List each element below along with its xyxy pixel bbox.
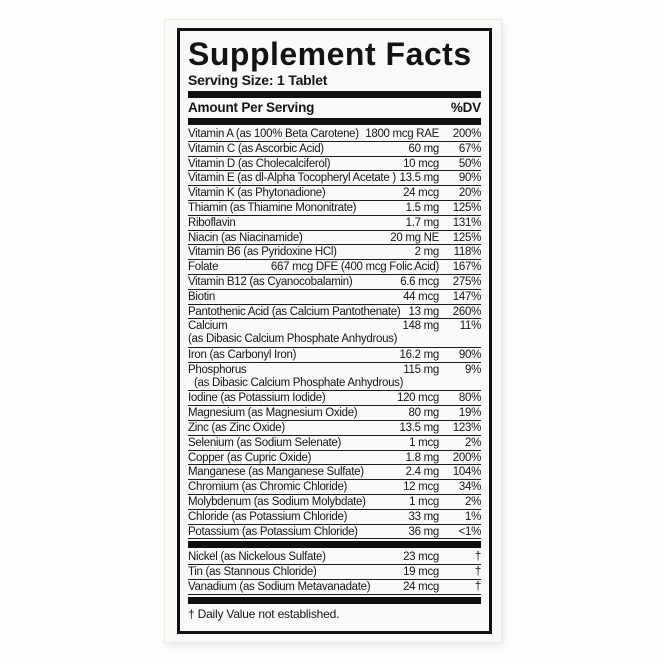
- nutrient-amount: 148 mg: [402, 320, 439, 333]
- nutrient-name: Vitamin E (as dl-Alpha Tocopheryl Acetate ): [188, 172, 396, 185]
- nutrient-name: Potassium (as Potassium Chloride): [188, 525, 358, 538]
- nutrient-name: Magnesium (as Magnesium Oxide): [188, 407, 358, 420]
- nutrient-amount: 1.8 mg: [405, 451, 439, 464]
- nutrient-amount: 80 mg: [408, 407, 439, 420]
- nutrient-amount: 23 mcg: [403, 551, 439, 564]
- nutrient-amount: 6.6 mcg: [400, 275, 439, 288]
- nutrient-dv: 275%: [452, 275, 481, 288]
- nutrient-dv: 34%: [458, 481, 481, 494]
- nutrient-name: Phosphorus: [188, 363, 247, 376]
- supplement-facts-title: Supplement Facts: [188, 36, 472, 72]
- nutrient-amount: 115 mg: [403, 363, 439, 376]
- nutrient-row: [188, 290, 481, 305]
- nutrient-source-subline: (as Dibasic Calcium Phosphate Anhydrous): [194, 376, 404, 389]
- nutrient-amount: 667 mcg DFE (400 mcg Folic Acid): [270, 261, 439, 274]
- nutrient-row: [188, 525, 481, 540]
- nutrient-row: [188, 127, 481, 142]
- nutrient-source-subline: (as Dibasic Calcium Phosphate Anhydrous): [188, 333, 398, 346]
- nutrient-row: [188, 465, 481, 480]
- nutrient-amount: 33 mg: [408, 510, 439, 523]
- nutrient-dv: 20%: [458, 187, 481, 200]
- nutrient-row: [188, 391, 481, 406]
- nutrient-dv: 104%: [452, 466, 481, 479]
- nutrient-row: [188, 201, 481, 216]
- nutrient-name: Vitamin B6 (as Pyridoxine HCl): [188, 246, 337, 259]
- nutrient-dv: 90%: [458, 172, 481, 185]
- nutrient-row: [188, 510, 481, 525]
- nutrient-dv: 11%: [459, 320, 481, 333]
- nutrient-dv: 200%: [452, 128, 481, 140]
- divider-bar-secondary: [188, 541, 481, 548]
- nutrient-amount: 20 mg NE: [390, 231, 439, 244]
- nutrient-row: [188, 319, 481, 348]
- amount-per-serving-header: Amount Per Serving: [188, 100, 315, 115]
- nutrient-name: Nickel (as Nickelous Sulfate): [188, 551, 326, 564]
- nutrient-name: Chloride (as Potassium Chloride): [188, 510, 348, 523]
- divider-bar-header: [188, 118, 481, 125]
- nutrient-amount: 2.4 mg: [405, 466, 439, 479]
- nutrient-name: Manganese (as Manganese Sulfate): [188, 466, 364, 479]
- nutrient-row: [188, 550, 481, 565]
- nutrient-name: Tin (as Stannous Chloride): [188, 566, 317, 579]
- nutrient-name: Copper (as Cupric Oxide): [188, 451, 312, 464]
- nutrient-row: [188, 451, 481, 466]
- nutrient-dv: 118%: [453, 246, 481, 259]
- nutrient-row: [188, 260, 481, 275]
- nutrient-name: Vitamin D (as Cholecalciferol): [188, 157, 331, 170]
- nutrient-row: [188, 231, 481, 246]
- nutrient-dv: †: [474, 566, 481, 579]
- nutrient-dv: 260%: [452, 305, 481, 318]
- nutrient-dv: 1%: [464, 510, 481, 523]
- nutrient-dv: †: [474, 551, 481, 564]
- nutrient-name: Vitamin K (as Phytonadione): [188, 187, 326, 200]
- nutrient-row: [188, 580, 481, 595]
- nutrient-row: [188, 480, 481, 495]
- nutrient-row: [188, 348, 481, 363]
- nutrient-dv: 2%: [464, 495, 481, 508]
- footnote-daily-value: † Daily Value not established.: [188, 606, 340, 621]
- nutrient-name: Iodine (as Potassium Iodide): [188, 392, 326, 405]
- nutrient-name: Vitamin B12 (as Cyanocobalamin): [188, 275, 353, 288]
- nutrient-amount: 16.2 mg: [399, 348, 439, 361]
- nutrient-dv: 67%: [458, 142, 481, 155]
- nutrient-row: [188, 171, 481, 186]
- nutrient-amount: 120 mcg: [396, 392, 439, 405]
- nutrient-dv: 50%: [458, 157, 481, 170]
- nutrient-dv: 80%: [458, 392, 481, 405]
- nutrient-row: [188, 142, 481, 157]
- nutrient-amount: 1.5 mg: [405, 201, 439, 214]
- nutrient-name: Chromium (as Chromic Chloride): [188, 481, 348, 494]
- nutrient-name: Pantothenic Acid (as Calcium Pantothenate): [188, 305, 401, 318]
- nutrient-row: [188, 421, 481, 436]
- nutrient-row: [188, 565, 481, 580]
- nutrient-amount: 36 mg: [408, 525, 439, 538]
- nutrient-name: Riboflavin: [188, 216, 236, 229]
- nutrient-name: Molybdenum (as Sodium Molybdate): [188, 495, 366, 508]
- nutrient-row: [188, 436, 481, 451]
- nutrient-row: [188, 363, 481, 392]
- nutrient-name: Niacin (as Niacinamide): [188, 231, 303, 244]
- nutrient-row: [188, 495, 481, 510]
- nutrient-name: Calcium: [188, 320, 228, 333]
- nutrient-dv: 167%: [452, 261, 481, 274]
- nutrient-dv: 131%: [452, 216, 481, 229]
- nutrient-row: [188, 157, 481, 172]
- serving-size: Serving Size: 1 Tablet: [188, 72, 328, 88]
- nutrient-amount: 1 mcg: [409, 436, 439, 449]
- nutrient-amount: 1800 mcg RAE: [365, 128, 439, 140]
- nutrient-dv: 90%: [458, 348, 481, 361]
- nutrient-dv: 2%: [464, 436, 481, 449]
- nutrient-amount: 10 mcg: [403, 157, 439, 170]
- nutrient-name: Vitamin A (as 100% Beta Carotene): [188, 128, 359, 140]
- nutrient-amount: 1 mcg: [409, 495, 439, 508]
- nutrient-dv: 19%: [458, 407, 481, 420]
- nutrient-row: [188, 186, 481, 201]
- nutrient-amount: 1.7 mg: [405, 216, 439, 229]
- nutrient-name: Zinc (as Zinc Oxide): [188, 421, 285, 434]
- nutrient-amount: 13.5 mg: [399, 421, 439, 434]
- nutrient-amount: 24 mcg: [403, 187, 439, 200]
- percent-dv-header: %DV: [450, 100, 481, 115]
- nutrient-dv: 147%: [452, 290, 481, 303]
- secondary-nutrient-table: [188, 550, 481, 594]
- nutrient-row: [188, 406, 481, 421]
- nutrient-amount: 2 mg: [414, 246, 439, 259]
- nutrient-amount: 19 mcg: [403, 566, 439, 579]
- nutrient-dv: 9%: [464, 363, 481, 376]
- nutrient-table: [188, 127, 481, 539]
- nutrient-dv: <1%: [458, 525, 481, 538]
- divider-bar-top: [188, 91, 481, 98]
- nutrient-dv: 125%: [452, 231, 481, 244]
- table-header-row: [188, 100, 481, 116]
- nutrient-name: Thiamin (as Thiamine Mononitrate): [188, 201, 357, 214]
- nutrient-amount: 60 mg: [408, 142, 439, 155]
- nutrient-name: Vitamin C (as Ascorbic Acid): [188, 142, 324, 155]
- nutrient-amount: 24 mcg: [403, 580, 439, 593]
- nutrient-name: Vanadium (as Sodium Metavanadate): [188, 580, 371, 593]
- nutrient-amount: 13 mg: [408, 305, 439, 318]
- nutrient-row: [188, 216, 481, 231]
- nutrient-dv: 125%: [452, 201, 481, 214]
- nutrient-dv: 123%: [452, 421, 481, 434]
- nutrient-row: [188, 245, 481, 260]
- divider-bar-bottom: [188, 597, 481, 604]
- nutrient-amount: 44 mcg: [403, 290, 439, 303]
- nutrient-name: Iron (as Carbonyl Iron): [188, 348, 297, 361]
- nutrient-name: Selenium (as Sodium Selenate): [188, 436, 342, 449]
- label-border-box: [177, 28, 492, 634]
- nutrient-row: [188, 305, 481, 320]
- nutrient-amount: 13.5 mg: [399, 172, 439, 185]
- supplement-facts-label: [165, 20, 501, 642]
- nutrient-name: Biotin: [188, 290, 215, 303]
- nutrient-row: [188, 275, 481, 290]
- nutrient-name: Folate: [188, 261, 219, 274]
- nutrient-dv: 200%: [452, 451, 481, 464]
- nutrient-amount: 12 mcg: [403, 481, 439, 494]
- nutrient-dv: †: [474, 580, 481, 593]
